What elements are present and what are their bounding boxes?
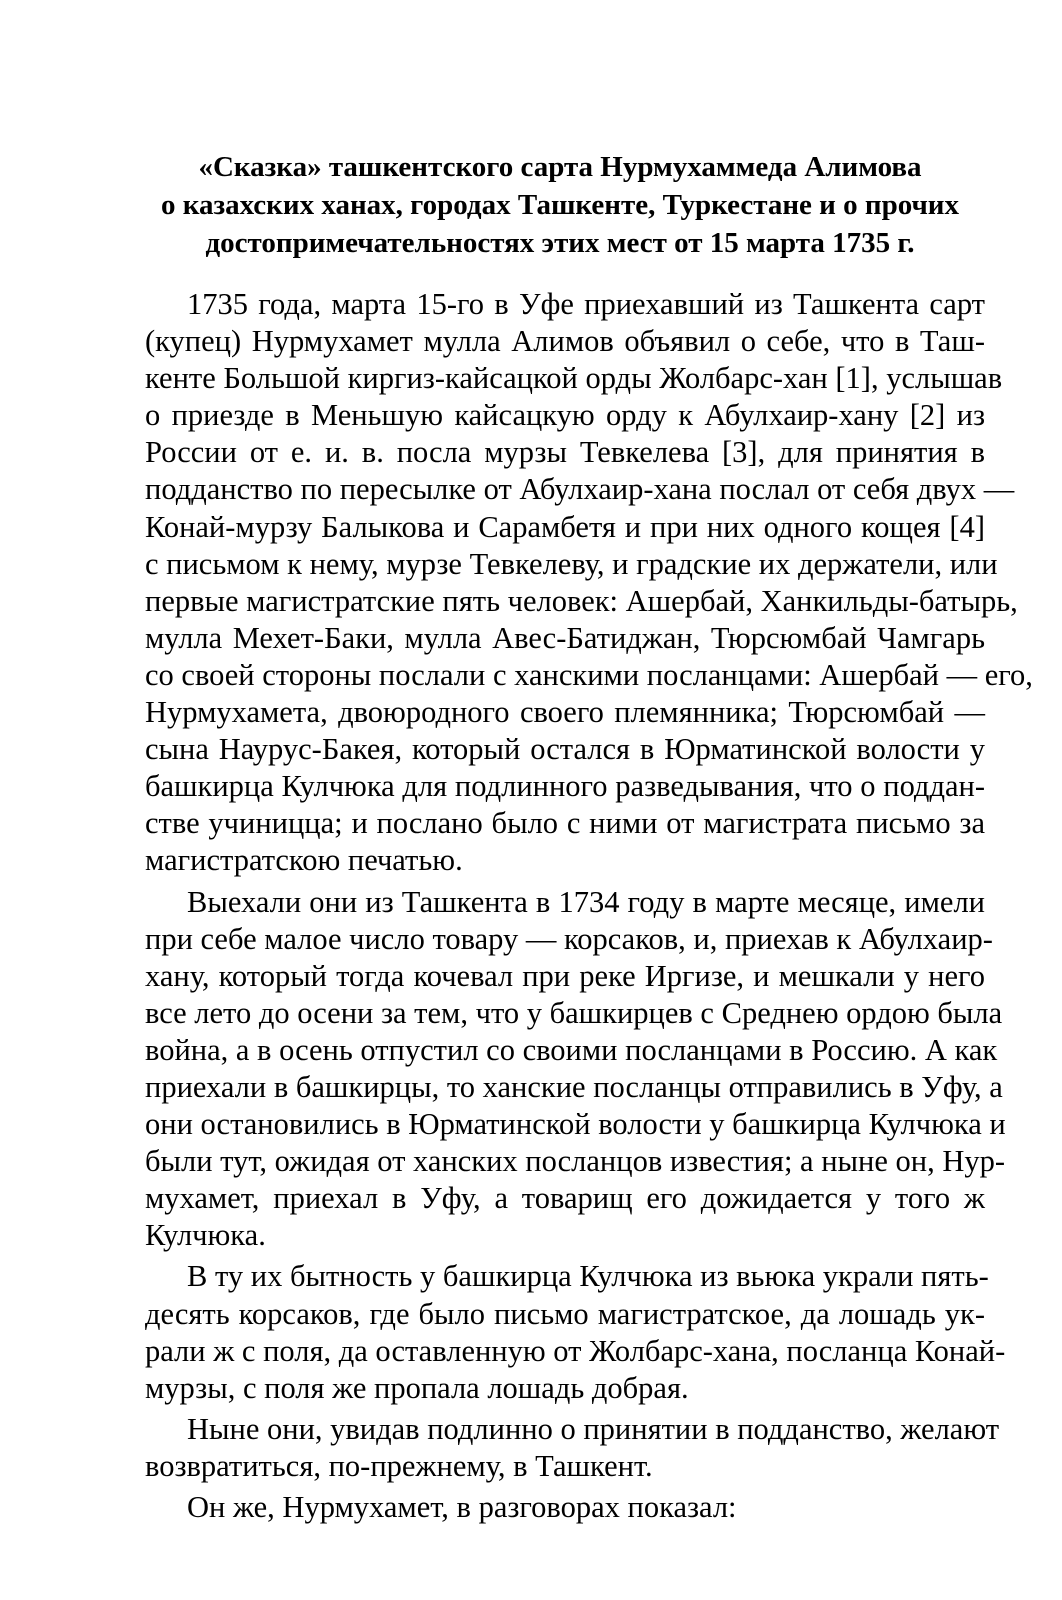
text-line: они остановились в Юрматинской волости у башкирца Кулчюка и xyxy=(145,1107,1006,1142)
document-body xyxy=(145,286,1033,1530)
text-line: Нурмухамета, двоюродного своего племянника; Тюрсюмбай — xyxy=(145,695,985,730)
text-line: все лето до осени за тем, что у башкирцев с Среднею ордою была xyxy=(145,995,1003,1030)
paragraph-1 xyxy=(145,286,1033,880)
text-line: со своей стороны послали с ханскими посланцами: Ашербай — его, xyxy=(145,657,1033,692)
text-line: стве учиницца; и послано было с ними от магистрата письмо за xyxy=(145,806,985,841)
text-line: мухамет, приехал в Уфу, а товарищ его дожидается у того ж xyxy=(145,1181,985,1216)
text-line: Конай-мурзу Балыкова и Сарамбетя и при них одного кощея [4] xyxy=(145,509,985,544)
paragraph-2 xyxy=(145,884,1006,1255)
text-line: рали ж с поля, да оставленную от Жолбарс-хана, посланца Конай- xyxy=(145,1333,1006,1368)
title-line: о казахских ханах, городах Ташкенте, Туркестане и о прочих xyxy=(160,189,960,221)
text-line: приехали в башкирцы, то ханские посланцы отправились в Уфу, а xyxy=(145,1069,1003,1104)
text-line: были тут, ожидая от ханских посланцов известия; а ныне он, Нур- xyxy=(145,1144,1006,1179)
text-line: Выехали они из Ташкента в 1734 году в марте месяце, имели xyxy=(187,884,985,919)
paragraph-4 xyxy=(145,1411,1000,1485)
text-line: с письмом к нему, мурзе Тевкелеву, и градские их держатели, или xyxy=(145,546,998,581)
text-line: башкирца Кулчюка для подлинного разведывания, что о поддан- xyxy=(145,769,985,804)
text-line: России от е. и. в. посла мурзы Тевкелева [3], для принятия в xyxy=(145,435,985,470)
paragraph-3 xyxy=(145,1258,1006,1406)
text-line: Ныне они, увидав подлинно о принятии в подданство, желают xyxy=(187,1411,1000,1446)
text-line: сына Наурус-Бакея, который остался в Юрматинской волости у xyxy=(145,732,985,767)
text-line: при себе малое число товару — корсаков, и, приехав к Абулхаир- xyxy=(145,921,993,956)
document-title xyxy=(130,148,990,262)
text-line: мулла Мехет-Баки, мулла Авес-Батиджан, Тюрсюмбай Чамгарь xyxy=(145,620,985,655)
text-line: В ту их бытность у башкирца Кулчюка из вьюка украли пять- xyxy=(187,1259,989,1294)
text-line: кенте Большой киргиз-кайсацкой орды Жолбарс-хан [1], услышав xyxy=(145,361,1003,396)
text-line: подданство по пересылке от Абулхаир-хана послал от себя двух — xyxy=(145,472,1015,507)
text-line: мурзы, с поля же пропала лошадь добрая. xyxy=(145,1370,689,1405)
title-line: «Сказка» ташкентского сарта Нурмухаммеда Алимова xyxy=(198,151,922,183)
title-line: достопримечательностях этих мест от 15 марта 1735 г. xyxy=(205,227,915,259)
text-line: Он же, Нурмухамет, в разговорах показал: xyxy=(187,1490,737,1524)
text-line: десять корсаков, где было письмо магистратское, да лошадь ук- xyxy=(145,1296,985,1331)
paragraph-5 xyxy=(145,1489,985,1526)
text-line: 1735 года, марта 15-го в Уфе приехавший из Ташкента сарт xyxy=(187,287,985,321)
text-line: (купец) Нурмухамет мулла Алимов объявил о себе, что в Таш- xyxy=(145,324,985,359)
text-line: возвратиться, по-прежнему, в Ташкент. xyxy=(145,1448,653,1483)
text-line: о приезде в Меньшую кайсацкую орду к Абулхаир-хану [2] из xyxy=(145,398,985,433)
text-line: Кулчюка. xyxy=(145,1218,266,1253)
text-line: хану, который тогда кочевал при реке Иргизе, и мешкали у него xyxy=(145,958,985,993)
text-line: первые магистратские пять человек: Ашербай, Ханкильды-батырь, xyxy=(145,583,1018,618)
text-line: магистратскою печатью. xyxy=(145,843,463,878)
text-line: война, а в осень отпустил со своими посланцами в Россию. А как xyxy=(145,1032,998,1067)
